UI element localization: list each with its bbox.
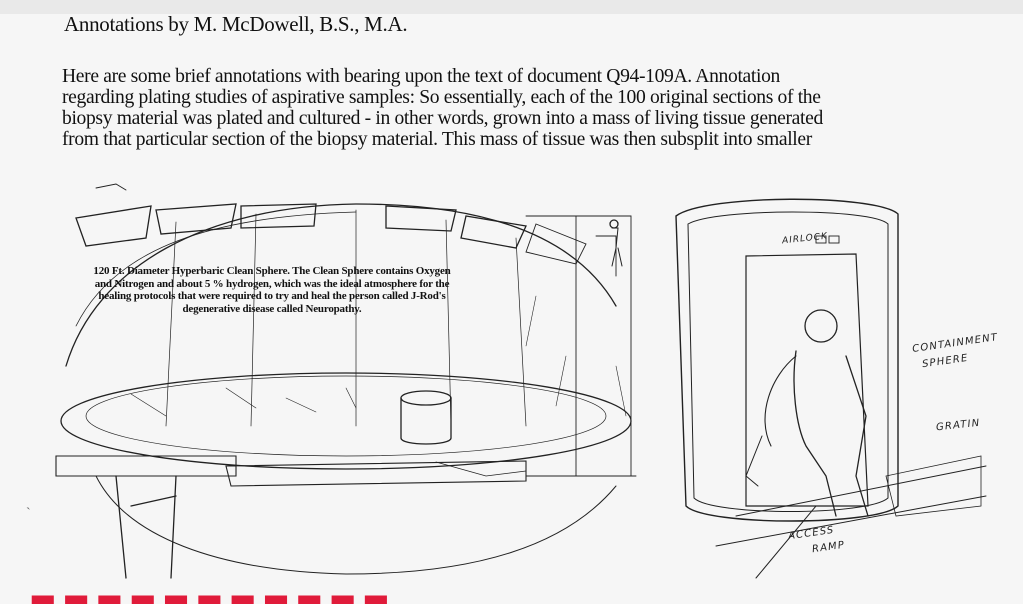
- paragraph-line-1: Here are some brief annotations with bearing upon the text of document Q94-109A. Annotation: [62, 66, 780, 87]
- illustration-drawing: [56, 176, 986, 578]
- access-label: ACCESS: [787, 524, 836, 543]
- containment-label: CONTAINMENT: [911, 332, 999, 355]
- grating-ramp: [716, 466, 986, 578]
- stray-mark: `: [26, 506, 31, 521]
- ramp-label: RAMP: [811, 539, 846, 556]
- document-paragraph: [62, 66, 962, 150]
- paragraph-line-2: regarding plating studies of aspirative samples: So essentially, each of the 100 original sections of the: [62, 87, 821, 108]
- paragraph-line-4: from that particular section of the biopsy material. This mass of tissue was then subsplit into smaller: [62, 129, 812, 150]
- suited-person: [805, 310, 837, 342]
- sphere-label: SPHERE: [921, 352, 970, 371]
- walkway-platform: [56, 456, 526, 486]
- floor-ring: [61, 373, 631, 469]
- clean-sphere-illustration: [56, 176, 999, 578]
- airlock-outline: [676, 199, 898, 521]
- red-text-fragment: ▂ ▂ ▂ ▂ ▂ ▂ ▂ ▂ ▂ ▂ ▂: [32, 572, 389, 603]
- grating-label: GRATIN: [935, 417, 982, 434]
- airlock-label: AIRLOCK: [781, 231, 829, 247]
- illustration-caption: 120 Ft. Diameter Hyperbaric Clean Sphere. The Clean Sphere contains Oxygen and Nitrogen and about 5 % hydrogen, which was the ideal atmosphere for the healing protocols that were required to try and heal the person called J-Rod's degenerative disease called Neuropathy.: [93, 265, 451, 315]
- document-title: Annotations by M. McDowell, B.S., M.A.: [64, 12, 408, 36]
- dome-windows: [76, 204, 526, 248]
- paragraph-line-3: biopsy material was plated and cultured - in other words, grown into a mass of living tissue generated: [62, 108, 823, 129]
